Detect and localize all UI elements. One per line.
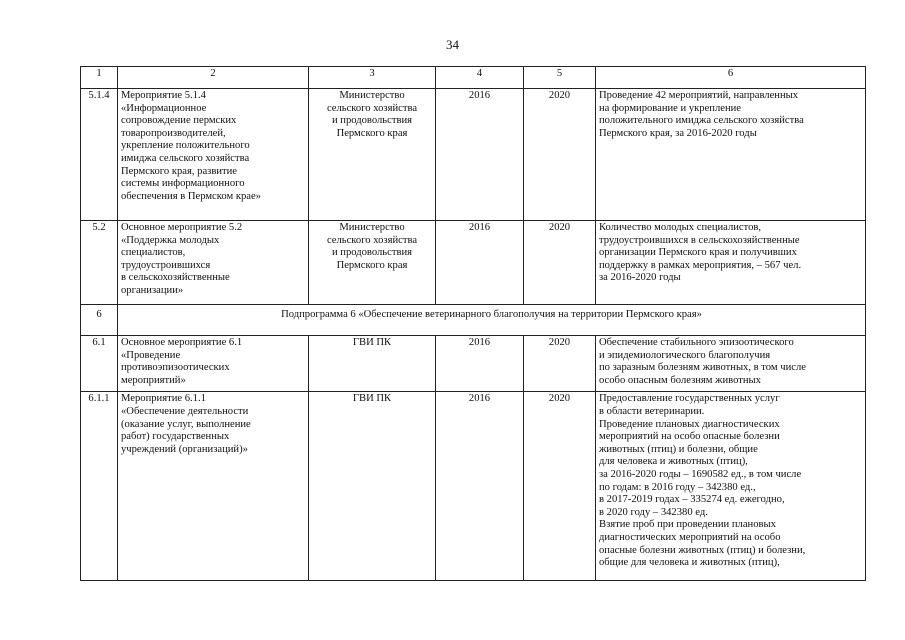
column-header: 4 xyxy=(436,67,524,89)
column-header: 3 xyxy=(309,67,436,89)
row-number: 6.1 xyxy=(81,336,118,392)
row-number: 6.1.1 xyxy=(81,392,118,581)
column-header: 5 xyxy=(524,67,596,89)
table-row xyxy=(81,392,866,581)
executor: Министерство сельского хозяйства и продовольствия Пермского края xyxy=(309,89,436,221)
end-year: 2020 xyxy=(524,336,596,392)
activity-name: Основное мероприятие 6.1 «Проведение противоэпизоотических мероприятий» xyxy=(118,336,309,392)
column-header: 6 xyxy=(596,67,866,89)
expected-result: Проведение 42 мероприятий, направленных на формирование и укрепление положительного имиджа сельского хозяйства Пермского края, за 2016-2020 годы xyxy=(596,89,866,221)
start-year: 2016 xyxy=(436,89,524,221)
start-year: 2016 xyxy=(436,336,524,392)
expected-result: Обеспечение стабильного эпизоотического и эпидемиологического благополучия по заразным болезням животных, в том числе особо опасным болезням животных xyxy=(596,336,866,392)
row-number: 6 xyxy=(81,305,118,336)
table-header-row xyxy=(81,67,866,89)
end-year: 2020 xyxy=(524,392,596,581)
table-row xyxy=(81,89,866,221)
row-number: 5.1.4 xyxy=(81,89,118,221)
column-header: 2 xyxy=(118,67,309,89)
expected-result: Количество молодых специалистов, трудоустроившихся в сельскохозяйственные организации Пермского края и получивших поддержку в рамках мероприятия, – 567 чел. за 2016-2020 годы xyxy=(596,221,866,305)
table-row xyxy=(81,336,866,392)
page-number: 34 xyxy=(446,37,459,52)
executor: ГВИ ПК xyxy=(309,392,436,581)
activity-name: Основное мероприятие 5.2 «Поддержка молодых специалистов, трудоустроившихся в сельскохозяйственные организации» xyxy=(118,221,309,305)
executor: ГВИ ПК xyxy=(309,336,436,392)
activity-name: Мероприятие 5.1.4 «Информационное сопровождение пермских товаропроизводителей, укрепление положительного имиджа сельского хозяйства Пермского края, развитие системы информационного обеспечения в Пермском крае» xyxy=(118,89,309,221)
expected-result: Предоставление государственных услуг в области ветеринарии. Проведение плановых диагностических мероприятий на особо опасные болезни животных (птиц) и болезни, общие для человека и животных (птиц), за 2016-2020 годы – 1690582 ед., в том числе по годам: в 2016 году – 342380 ед., в 2017-2019 годах – 335274 ед. ежегодно, в 2020 году – 342380 ед. Взятие проб при проведении плановых диагностических мероприятий на особо опасные болезни животных (птиц) и болезни, общие для человека и животных (птиц), xyxy=(596,392,866,581)
start-year: 2016 xyxy=(436,221,524,305)
table-row xyxy=(81,221,866,305)
activity-name: Мероприятие 6.1.1 «Обеспечение деятельности (оказание услуг, выполнение работ) государственных учреждений (организаций)» xyxy=(118,392,309,581)
end-year: 2020 xyxy=(524,221,596,305)
row-number: 5.2 xyxy=(81,221,118,305)
end-year: 2020 xyxy=(524,89,596,221)
executor: Министерство сельского хозяйства и продовольствия Пермского края xyxy=(309,221,436,305)
program-activities-table xyxy=(80,66,866,581)
subprogram-title: Подпрограмма 6 «Обеспечение ветеринарного благополучия на территории Пермского края» xyxy=(118,305,866,336)
start-year: 2016 xyxy=(436,392,524,581)
column-header: 1 xyxy=(81,67,118,89)
subprogram-row xyxy=(81,305,866,336)
